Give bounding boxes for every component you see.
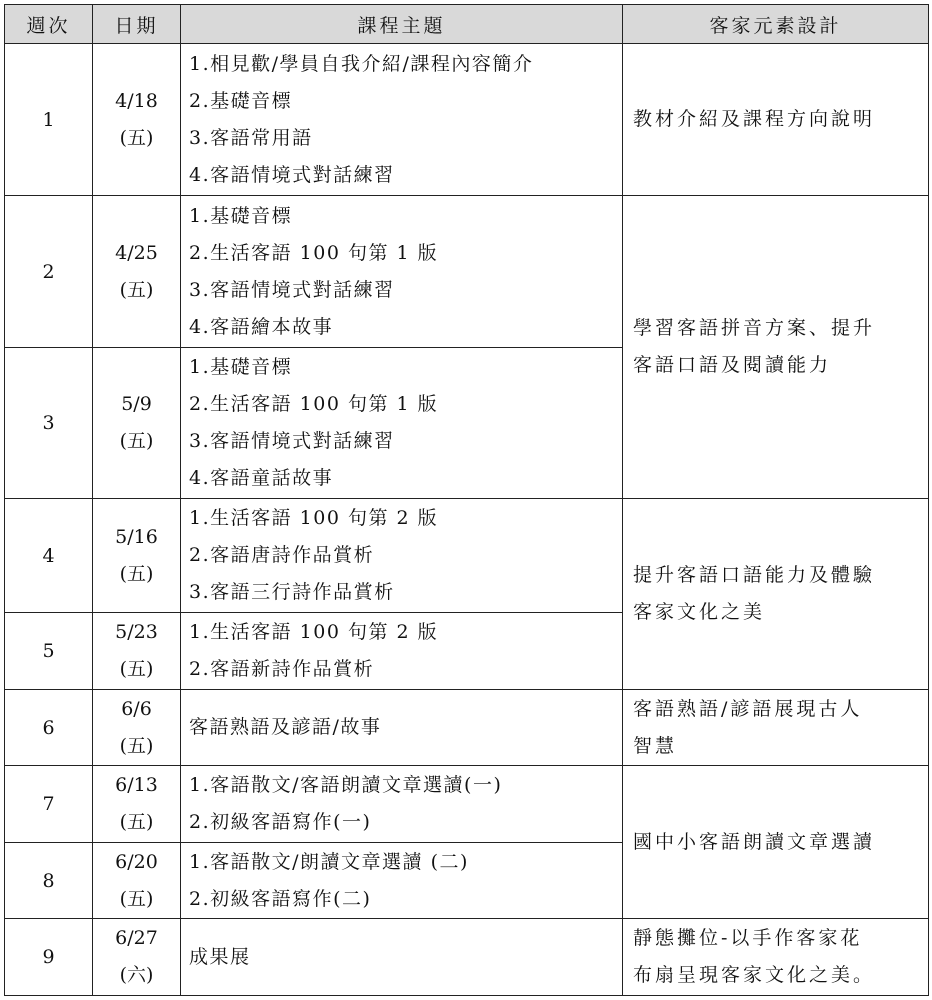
header-topic: 課程主題 xyxy=(181,5,623,44)
week-cell: 2 xyxy=(5,196,93,348)
date-cell xyxy=(93,919,181,996)
topic-line: 1.客語散文/客語朗讀文章選讀(一) xyxy=(189,774,503,797)
date-text: 6/6 xyxy=(121,697,152,720)
element-line: 智慧 xyxy=(633,734,678,757)
topic-cell xyxy=(181,842,623,919)
week-cell: 5 xyxy=(5,613,93,690)
header-element: 客家元素設計 xyxy=(623,5,929,44)
topic-line: 3.客語三行詩作品賞析 xyxy=(189,581,395,604)
header-date: 日期 xyxy=(93,5,181,44)
topic-line: 4.客語情境式對話練習 xyxy=(189,163,395,186)
day-text: (五) xyxy=(119,278,154,301)
date-cell xyxy=(93,499,181,613)
table-row xyxy=(5,689,929,766)
topic-line: 4.客語繪本故事 xyxy=(189,315,334,338)
topic-cell xyxy=(181,196,623,348)
topic-line: 2.生活客語 100 句第 1 版 xyxy=(189,393,439,416)
topic-line: 2.初級客語寫作(一) xyxy=(189,811,372,834)
week-cell: 8 xyxy=(5,842,93,919)
element-line: 靜態攤位-以手作客家花 xyxy=(633,927,863,950)
topic-line: 1.生活客語 100 句第 2 版 xyxy=(189,507,439,530)
course-schedule-table xyxy=(4,4,929,996)
element-cell xyxy=(623,919,929,996)
element-line: 提升客語口語能力及體驗 xyxy=(633,564,876,587)
header-row xyxy=(5,5,929,44)
topic-line: 2.基礎音標 xyxy=(189,89,293,112)
date-cell xyxy=(93,689,181,766)
element-line: 教材介紹及課程方向說明 xyxy=(633,108,876,131)
date-cell xyxy=(93,613,181,690)
table-row xyxy=(5,919,929,996)
day-text: (六) xyxy=(119,964,154,987)
date-text: 5/23 xyxy=(115,620,158,643)
element-line: 客家文化之美 xyxy=(633,601,766,624)
week-cell: 6 xyxy=(5,689,93,766)
topic-line: 3.客語常用語 xyxy=(189,126,313,149)
date-text: 5/9 xyxy=(121,393,152,416)
topic-line: 2.客語唐詩作品賞析 xyxy=(189,544,375,567)
date-text: 4/18 xyxy=(115,89,158,112)
table-row xyxy=(5,44,929,196)
table-row xyxy=(5,766,929,843)
topic-line: 2.生活客語 100 句第 1 版 xyxy=(189,241,439,264)
day-text: (五) xyxy=(119,126,154,149)
day-text: (五) xyxy=(119,657,154,680)
element-cell xyxy=(623,44,929,196)
topic-line: 1.客語散文/朗讀文章選讀 (二) xyxy=(189,850,469,873)
topic-line: 4.客語童話故事 xyxy=(189,467,334,490)
date-text: 6/13 xyxy=(115,774,158,797)
date-cell xyxy=(93,842,181,919)
topic-line: 2.初級客語寫作(二) xyxy=(189,887,372,910)
week-cell: 1 xyxy=(5,44,93,196)
topic-cell xyxy=(181,499,623,613)
element-line: 布扇呈現客家文化之美。 xyxy=(633,964,876,987)
topic-line: 2.客語新詩作品賞析 xyxy=(189,657,375,680)
topic-cell xyxy=(181,613,623,690)
date-cell xyxy=(93,348,181,499)
day-text: (五) xyxy=(119,562,154,585)
date-cell xyxy=(93,766,181,843)
date-text: 4/25 xyxy=(115,241,158,264)
topic-cell xyxy=(181,919,623,996)
week-cell: 9 xyxy=(5,919,93,996)
date-text: 5/16 xyxy=(115,525,158,548)
topic-line: 3.客語情境式對話練習 xyxy=(189,430,395,453)
topic-cell xyxy=(181,766,623,843)
week-cell: 7 xyxy=(5,766,93,843)
table-row xyxy=(5,196,929,348)
table-row xyxy=(5,499,929,613)
topic-line: 1.生活客語 100 句第 2 版 xyxy=(189,620,439,643)
date-text: 6/20 xyxy=(115,850,158,873)
element-cell xyxy=(623,689,929,766)
topic-cell xyxy=(181,44,623,196)
day-text: (五) xyxy=(119,887,154,910)
element-line: 學習客語拼音方案、提升 xyxy=(633,317,876,340)
day-text: (五) xyxy=(119,430,154,453)
element-line: 國中小客語朗讀文章選讀 xyxy=(633,830,876,853)
element-cell xyxy=(623,766,929,919)
element-cell xyxy=(623,499,929,689)
week-cell: 4 xyxy=(5,499,93,613)
week-cell: 3 xyxy=(5,348,93,499)
topic-line: 1.基礎音標 xyxy=(189,356,293,379)
topic-cell xyxy=(181,348,623,499)
topic-cell xyxy=(181,689,623,766)
topic-line: 3.客語情境式對話練習 xyxy=(189,278,395,301)
topic-line: 成果展 xyxy=(189,945,251,968)
date-text: 6/27 xyxy=(115,927,158,950)
topic-line: 1.基礎音標 xyxy=(189,204,293,227)
element-line: 客語口語及閱讀能力 xyxy=(633,354,832,377)
header-week: 週次 xyxy=(5,5,93,44)
topic-line: 1.相見歡/學員自我介紹/課程內容簡介 xyxy=(189,52,534,75)
date-cell xyxy=(93,196,181,348)
element-cell xyxy=(623,196,929,499)
element-line: 客語熟語/諺語展現古人 xyxy=(633,697,863,720)
day-text: (五) xyxy=(119,811,154,834)
topic-line: 客語熟語及諺語/故事 xyxy=(189,716,382,738)
day-text: (五) xyxy=(119,734,154,757)
date-cell xyxy=(93,44,181,196)
